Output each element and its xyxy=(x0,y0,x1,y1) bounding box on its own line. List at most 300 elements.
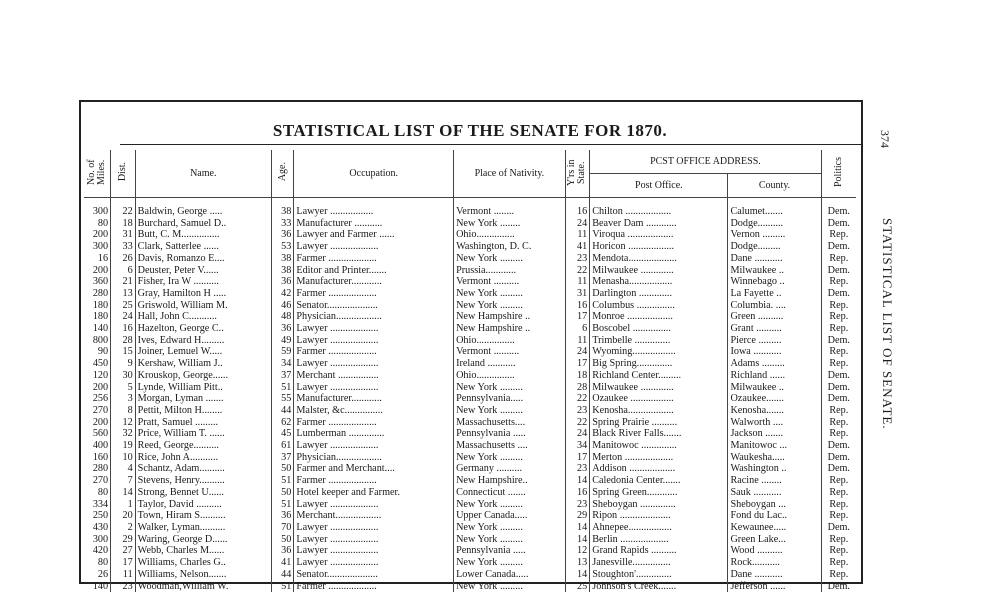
cell-dist: 26 xyxy=(111,253,136,265)
cell-nativity: New York ........ xyxy=(454,218,566,230)
cell-miles: 300 xyxy=(92,206,109,217)
cell-name: Hall, John C........... xyxy=(135,311,271,323)
cell-name: Price, William T. ...... xyxy=(135,428,271,440)
cell-post-office: Caledonia Center....... xyxy=(590,475,728,487)
cell-post-office: Mendota................... xyxy=(590,253,728,265)
cell-dist: 21 xyxy=(111,276,136,288)
cell-nativity: Ohio............... xyxy=(454,229,566,241)
cell-county: Racine ........ xyxy=(728,475,821,487)
cell-post-office: Johnson's Creek....... xyxy=(590,581,728,593)
cell-miles: 140 xyxy=(92,323,109,335)
cell-years-in-state: 23 xyxy=(565,499,590,511)
cell-years-in-state: 25 xyxy=(565,581,590,593)
cell-age: 37 xyxy=(271,370,294,382)
cell-occupation: Lawyer ................... xyxy=(294,557,454,569)
cell-dist: 25 xyxy=(111,300,136,312)
table-row xyxy=(84,323,856,335)
table-row xyxy=(84,534,856,546)
cell-dist: 20 xyxy=(111,510,136,522)
cell-occupation: Lawyer ................... xyxy=(294,499,454,511)
cell-politics: Rep. xyxy=(821,428,856,440)
cell-occupation: Farmer and Merchant.... xyxy=(294,463,454,475)
cell-dist: 14 xyxy=(111,487,136,499)
cell-age: 44 xyxy=(271,569,294,581)
cell-occupation: Senator.................... xyxy=(294,300,454,312)
cell-occupation: Senator.................... xyxy=(294,569,454,581)
cell-miles: 80 xyxy=(97,557,109,569)
cell-occupation: Lawyer ................. xyxy=(294,206,454,218)
cell-years-in-state: 14 xyxy=(565,569,590,581)
cell-age: 36 xyxy=(271,510,294,522)
cell-county: Richland ...... xyxy=(728,370,821,382)
cell-politics: Rep. xyxy=(821,323,856,335)
cell-age: 44 xyxy=(271,405,294,417)
cell-nativity: Ohio............... xyxy=(454,335,566,347)
cell-age: 62 xyxy=(271,417,294,429)
cell-post-office: Stoughton'.............. xyxy=(590,569,728,581)
cell-politics: Rep. xyxy=(821,311,856,323)
cell-politics: Rep. xyxy=(821,510,856,522)
cell-age: 33 xyxy=(271,218,294,230)
cell-nativity: Pennsylvania..... xyxy=(454,393,566,405)
cell-age: 50 xyxy=(271,534,294,546)
header-county: County. xyxy=(728,174,821,198)
cell-nativity: New York ......... xyxy=(454,557,566,569)
cell-dist: 27 xyxy=(111,545,136,557)
header-occupation: Occupation. xyxy=(294,150,454,198)
cell-age: 36 xyxy=(271,229,294,241)
header-miles: No. of Miles. xyxy=(84,150,111,198)
cell-age: 51 xyxy=(271,475,294,487)
cell-county: Walworth .... xyxy=(728,417,821,429)
cell-county: Grant .......... xyxy=(728,323,821,335)
cell-occupation: Lawyer ................... xyxy=(294,522,454,534)
cell-politics: Rep. xyxy=(821,545,856,557)
table-row xyxy=(84,370,856,382)
cell-age: 59 xyxy=(271,346,294,358)
cell-post-office: Trimbelle .............. xyxy=(590,335,728,347)
cell-nativity: Prussia............ xyxy=(454,265,566,277)
table-row xyxy=(84,510,856,522)
cell-dist: 18 xyxy=(111,218,136,230)
cell-name: Schantz, Adam.......... xyxy=(135,463,271,475)
cell-miles: 160 xyxy=(92,451,109,463)
cell-name: Griswold, William M. xyxy=(135,300,271,312)
table-row xyxy=(84,218,856,230)
table-row xyxy=(84,335,856,347)
cell-county: Sauk ........... xyxy=(728,487,821,499)
table-row xyxy=(84,241,856,253)
cell-post-office: Kenosha.................. xyxy=(590,405,728,417)
cell-post-office: Wyoming................. xyxy=(590,346,728,358)
cell-dist: 19 xyxy=(111,440,136,452)
cell-name: Reed, George.......... xyxy=(135,440,271,452)
header-age: Age. xyxy=(271,150,294,198)
cell-miles: 256 xyxy=(92,393,109,405)
cell-politics: Dem. xyxy=(821,265,856,277)
cell-miles: 250 xyxy=(92,510,109,522)
cell-years-in-state: 24 xyxy=(565,346,590,358)
cell-miles: 120 xyxy=(92,369,109,381)
cell-politics: Dem. xyxy=(821,335,856,347)
cell-years-in-state: 14 xyxy=(565,534,590,546)
cell-politics: Rep. xyxy=(821,417,856,429)
cell-age: 46 xyxy=(271,300,294,312)
cell-nativity: New York ......... xyxy=(454,253,566,265)
cell-dist: 8 xyxy=(111,405,136,417)
cell-years-in-state: 31 xyxy=(565,288,590,300)
cell-post-office: Richland Center......... xyxy=(590,370,728,382)
cell-post-office: Sheboygan .............. xyxy=(590,499,728,511)
cell-occupation: Merchant ................ xyxy=(294,370,454,382)
cell-years-in-state: 13 xyxy=(565,557,590,569)
cell-miles: 800 xyxy=(92,334,109,346)
cell-occupation: Farmer ................... xyxy=(294,581,454,593)
cell-miles: 280 xyxy=(92,463,109,475)
cell-miles: 16 xyxy=(97,252,109,264)
cell-years-in-state: 29 xyxy=(565,510,590,522)
cell-name: Strong, Bennet U...... xyxy=(135,487,271,499)
cell-nativity: Pennsylvania ..... xyxy=(454,545,566,557)
cell-miles: 200 xyxy=(92,264,109,276)
cell-occupation: Farmer ................... xyxy=(294,475,454,487)
side-title: STATISTICAL LIST OF SENATE. xyxy=(880,218,895,430)
table-row xyxy=(84,428,856,440)
cell-county: Waukesha..... xyxy=(728,452,821,464)
cell-name: Ives, Edward H......... xyxy=(135,335,271,347)
cell-name: Pratt, Samuel ......... xyxy=(135,417,271,429)
cell-nativity: New Hampshire.. xyxy=(454,475,566,487)
table-row xyxy=(84,393,856,405)
cell-age: 38 xyxy=(271,265,294,277)
cell-name: Williams, Charles G.. xyxy=(135,557,271,569)
table-row xyxy=(84,405,856,417)
cell-nativity: New Hampshire .. xyxy=(454,311,566,323)
cell-years-in-state: 23 xyxy=(565,463,590,475)
cell-name: Webb, Charles M...... xyxy=(135,545,271,557)
table-row xyxy=(84,206,856,218)
cell-dist: 1 xyxy=(111,499,136,511)
table-row xyxy=(84,229,856,241)
cell-dist: 32 xyxy=(111,428,136,440)
cell-county: Winnebago .. xyxy=(728,276,821,288)
cell-occupation: Farmer ................... xyxy=(294,346,454,358)
cell-name: Pettit, Milton H........ xyxy=(135,405,271,417)
cell-post-office: Horicon .................. xyxy=(590,241,728,253)
cell-politics: Dem. xyxy=(821,206,856,218)
cell-dist: 15 xyxy=(111,346,136,358)
cell-occupation: Physician.................. xyxy=(294,311,454,323)
senate-table xyxy=(84,150,856,592)
cell-years-in-state: 16 xyxy=(565,206,590,218)
cell-nativity: New York ......... xyxy=(454,452,566,464)
cell-dist: 3 xyxy=(111,393,136,405)
cell-years-in-state: 18 xyxy=(565,370,590,382)
cell-county: Dodge......... xyxy=(728,241,821,253)
cell-post-office: Monroe .................. xyxy=(590,311,728,323)
cell-name: Davis, Romanzo E.... xyxy=(135,253,271,265)
cell-post-office: Ripon .................... xyxy=(590,510,728,522)
cell-dist: 6 xyxy=(111,265,136,277)
cell-county: Adams ......... xyxy=(728,358,821,370)
cell-county: Ozaukee....... xyxy=(728,393,821,405)
cell-miles: 90 xyxy=(97,346,109,358)
cell-dist: 17 xyxy=(111,557,136,569)
table-row xyxy=(84,522,856,534)
table-row xyxy=(84,545,856,557)
cell-politics: Rep. xyxy=(821,229,856,241)
cell-years-in-state: 24 xyxy=(565,428,590,440)
cell-politics: Rep. xyxy=(821,405,856,417)
cell-years-in-state: 17 xyxy=(565,311,590,323)
cell-nativity: New York ......... xyxy=(454,499,566,511)
cell-politics: Rep. xyxy=(821,475,856,487)
cell-miles: 300 xyxy=(92,241,109,253)
cell-age: 38 xyxy=(271,206,294,218)
cell-county: Jackson ....... xyxy=(728,428,821,440)
cell-county: Kenosha....... xyxy=(728,405,821,417)
cell-politics: Rep. xyxy=(821,300,856,312)
cell-dist: 7 xyxy=(111,475,136,487)
cell-years-in-state: 14 xyxy=(565,522,590,534)
cell-age: 50 xyxy=(271,487,294,499)
header-nativity: Place of Nativity. xyxy=(454,150,566,198)
cell-miles: 300 xyxy=(92,533,109,545)
cell-politics: Dem. xyxy=(821,218,856,230)
cell-miles: 270 xyxy=(92,404,109,416)
cell-age: 53 xyxy=(271,241,294,253)
cell-dist: 2 xyxy=(111,522,136,534)
cell-age: 70 xyxy=(271,522,294,534)
cell-age: 48 xyxy=(271,311,294,323)
cell-dist: 9 xyxy=(111,358,136,370)
cell-post-office: Spring Green............ xyxy=(590,487,728,499)
cell-politics: Dem. xyxy=(821,241,856,253)
cell-years-in-state: 22 xyxy=(565,265,590,277)
cell-name: Town, Hiram S.......... xyxy=(135,510,271,522)
cell-nativity: Massachusetts .... xyxy=(454,440,566,452)
cell-dist: 5 xyxy=(111,382,136,394)
cell-miles: 450 xyxy=(92,358,109,370)
cell-county: Kewaunee..... xyxy=(728,522,821,534)
cell-miles: 430 xyxy=(92,521,109,533)
cell-name: Gray, Hamilton H ..... xyxy=(135,288,271,300)
cell-county: Pierce ......... xyxy=(728,335,821,347)
cell-dist: 31 xyxy=(111,229,136,241)
page-title: STATISTICAL LIST OF THE SENATE FOR 1870. xyxy=(272,121,668,140)
table-row xyxy=(84,557,856,569)
cell-name: Stevens, Henry.......... xyxy=(135,475,271,487)
cell-occupation: Hotel keeper and Farmer. xyxy=(294,487,454,499)
cell-post-office: Milwaukee ............. xyxy=(590,382,728,394)
cell-miles: 200 xyxy=(92,381,109,393)
cell-politics: Dem. xyxy=(821,382,856,394)
cell-occupation: Farmer ................... xyxy=(294,417,454,429)
cell-county: Rock........... xyxy=(728,557,821,569)
cell-nativity: New York ......... xyxy=(454,405,566,417)
cell-miles: 180 xyxy=(92,299,109,311)
cell-dist: 22 xyxy=(111,206,136,218)
cell-name: Kershaw, William J.. xyxy=(135,358,271,370)
header-years-in-state: Y'rs in State. xyxy=(565,150,590,198)
header-politics: Politics xyxy=(821,150,856,198)
cell-nativity: New York ......... xyxy=(454,382,566,394)
cell-nativity: Washington, D. C. xyxy=(454,241,566,253)
cell-occupation: Lawyer ................... xyxy=(294,545,454,557)
cell-post-office: Grand Rapids .......... xyxy=(590,545,728,557)
cell-nativity: Lower Canada..... xyxy=(454,569,566,581)
cell-miles: 280 xyxy=(92,287,109,299)
table-row xyxy=(84,288,856,300)
cell-years-in-state: 12 xyxy=(565,545,590,557)
cell-name: Fisher, Ira W .......... xyxy=(135,276,271,288)
cell-nativity: New York ......... xyxy=(454,581,566,593)
cell-occupation: Editor and Printer....... xyxy=(294,265,454,277)
cell-occupation: Lawyer ................... xyxy=(294,440,454,452)
cell-age: 51 xyxy=(271,382,294,394)
cell-nativity: Ireland ........... xyxy=(454,358,566,370)
cell-politics: Dem. xyxy=(821,522,856,534)
cell-occupation: Lawyer ................... xyxy=(294,323,454,335)
cell-politics: Rep. xyxy=(821,534,856,546)
cell-years-in-state: 23 xyxy=(565,253,590,265)
cell-nativity: Ohio............... xyxy=(454,370,566,382)
table-row xyxy=(84,569,856,581)
cell-county: Iowa ........... xyxy=(728,346,821,358)
table-row xyxy=(84,499,856,511)
cell-occupation: Malster, &c............... xyxy=(294,405,454,417)
cell-years-in-state: 41 xyxy=(565,241,590,253)
header-post-office-address: PCST OFFICE ADDRESS. xyxy=(590,150,821,174)
cell-occupation: Farmer ................... xyxy=(294,253,454,265)
cell-county: Dane ........... xyxy=(728,569,821,581)
cell-post-office: Menasha................. xyxy=(590,276,728,288)
cell-age: 51 xyxy=(271,499,294,511)
cell-nativity: New York ......... xyxy=(454,534,566,546)
cell-miles: 400 xyxy=(92,440,109,452)
cell-post-office: Milwaukee ............. xyxy=(590,265,728,277)
cell-post-office: Manitowoc .............. xyxy=(590,440,728,452)
table-row xyxy=(84,440,856,452)
cell-post-office: Berlin ................... xyxy=(590,534,728,546)
cell-age: 51 xyxy=(271,581,294,593)
cell-years-in-state: 11 xyxy=(565,229,590,241)
cell-miles: 270 xyxy=(92,475,109,487)
cell-dist: 13 xyxy=(111,288,136,300)
cell-dist: 4 xyxy=(111,463,136,475)
title-rule xyxy=(120,144,861,145)
cell-county: Vernon ......... xyxy=(728,229,821,241)
table-row xyxy=(84,300,856,312)
cell-years-in-state: 22 xyxy=(565,393,590,405)
cell-name: Clark, Satterlee ...... xyxy=(135,241,271,253)
cell-age: 49 xyxy=(271,335,294,347)
cell-age: 36 xyxy=(271,545,294,557)
cell-occupation: Lawyer ................... xyxy=(294,241,454,253)
cell-years-in-state: 24 xyxy=(565,218,590,230)
cell-post-office: Beaver Dam ............ xyxy=(590,218,728,230)
cell-post-office: Spring Prairie .......... xyxy=(590,417,728,429)
cell-occupation: Lawyer and Farmer ...... xyxy=(294,229,454,241)
cell-name: Walker, Lyman.......... xyxy=(135,522,271,534)
cell-occupation: Physician.................. xyxy=(294,452,454,464)
cell-miles: 334 xyxy=(92,498,109,510)
table-row xyxy=(84,346,856,358)
cell-county: Green Lake... xyxy=(728,534,821,546)
cell-years-in-state: 22 xyxy=(565,417,590,429)
cell-county: Manitowoc ... xyxy=(728,440,821,452)
cell-occupation: Lawyer ................... xyxy=(294,358,454,370)
cell-miles: 420 xyxy=(92,545,109,557)
cell-post-office: Ozaukee ................. xyxy=(590,393,728,405)
cell-years-in-state: 17 xyxy=(565,358,590,370)
cell-occupation: Manufacturer............ xyxy=(294,276,454,288)
table-row xyxy=(84,265,856,277)
cell-nativity: Vermont .......... xyxy=(454,276,566,288)
cell-dist: 23 xyxy=(111,581,136,593)
cell-county: Sheboygan ... xyxy=(728,499,821,511)
cell-county: Fond du Lac.. xyxy=(728,510,821,522)
table-row xyxy=(84,487,856,499)
cell-post-office: Janesville............... xyxy=(590,557,728,569)
cell-name: Burchard, Samuel D.. xyxy=(135,218,271,230)
cell-years-in-state: 6 xyxy=(565,323,590,335)
cell-dist: 29 xyxy=(111,534,136,546)
cell-occupation: Manufacturer............ xyxy=(294,393,454,405)
cell-name: Joiner, Lemuel W..... xyxy=(135,346,271,358)
table-row xyxy=(84,358,856,370)
cell-miles: 200 xyxy=(92,229,109,241)
table-row xyxy=(84,581,856,593)
table-row xyxy=(84,417,856,429)
cell-politics: Rep. xyxy=(821,487,856,499)
cell-nativity: New York ......... xyxy=(454,300,566,312)
cell-name: Morgan, Lyman ....... xyxy=(135,393,271,405)
cell-age: 61 xyxy=(271,440,294,452)
cell-miles: 80 xyxy=(97,217,109,229)
cell-name: Hazelton, George C.. xyxy=(135,323,271,335)
cell-post-office: Merton ................... xyxy=(590,452,728,464)
cell-age: 42 xyxy=(271,288,294,300)
cell-post-office: Ahnepee................. xyxy=(590,522,728,534)
cell-years-in-state: 28 xyxy=(565,382,590,394)
cell-county: Dodge.......... xyxy=(728,218,821,230)
cell-post-office: Boscobel ............... xyxy=(590,323,728,335)
cell-dist: 10 xyxy=(111,452,136,464)
cell-age: 45 xyxy=(271,428,294,440)
cell-post-office: Darlington ............. xyxy=(590,288,728,300)
cell-miles: 80 xyxy=(97,486,109,498)
table-body xyxy=(84,198,856,593)
cell-years-in-state: 23 xyxy=(565,405,590,417)
cell-county: Dane ........... xyxy=(728,253,821,265)
cell-years-in-state: 14 xyxy=(565,475,590,487)
cell-politics: Dem. xyxy=(821,370,856,382)
cell-age: 55 xyxy=(271,393,294,405)
header-post-office: Post Office. xyxy=(590,174,728,198)
cell-dist: 12 xyxy=(111,417,136,429)
cell-county: Milwaukee .. xyxy=(728,265,821,277)
cell-years-in-state: 34 xyxy=(565,440,590,452)
cell-name: Williams, Nelson....... xyxy=(135,569,271,581)
cell-nativity: Upper Canada..... xyxy=(454,510,566,522)
cell-politics: Dem. xyxy=(821,393,856,405)
cell-age: 50 xyxy=(271,463,294,475)
cell-politics: Dem. xyxy=(821,452,856,464)
cell-name: Deuster, Peter V...... xyxy=(135,265,271,277)
cell-occupation: Farmer ................... xyxy=(294,288,454,300)
cell-occupation: Manufacturer ........... xyxy=(294,218,454,230)
